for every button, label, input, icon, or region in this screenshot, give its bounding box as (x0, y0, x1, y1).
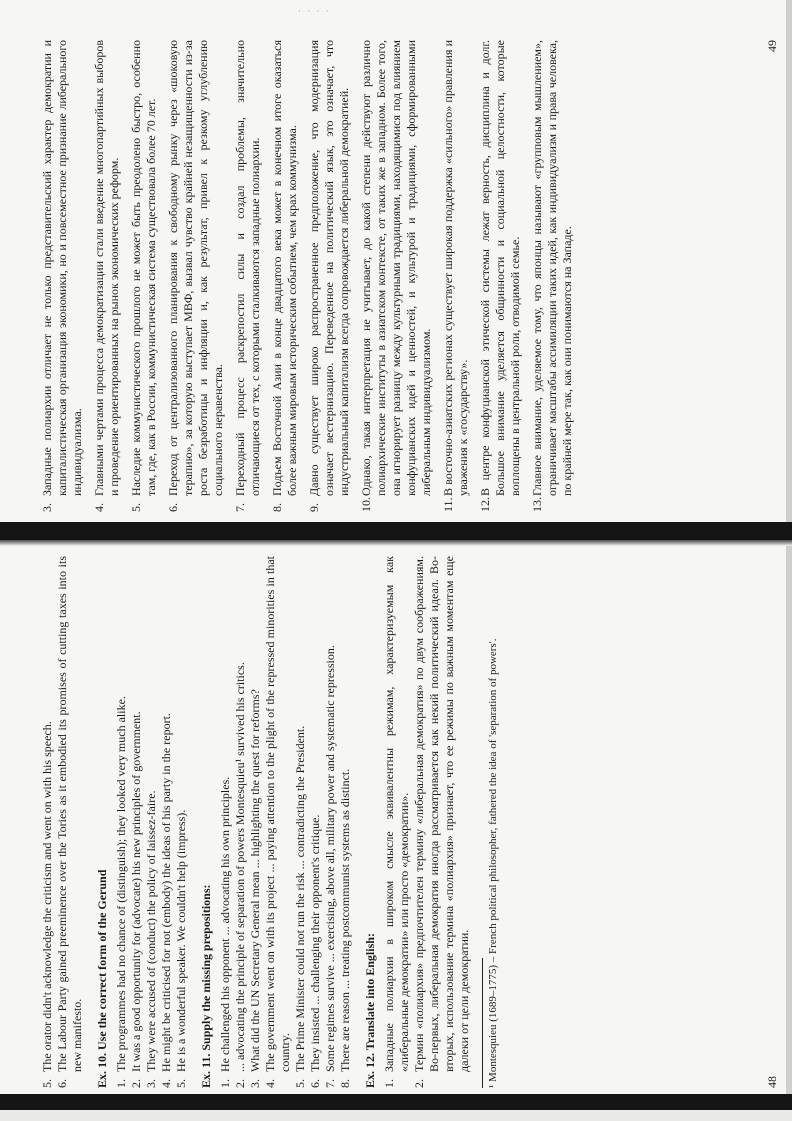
item-number: 11. (441, 497, 455, 512)
item-number: 2. (129, 1079, 143, 1088)
list-item (359, 40, 434, 512)
list-item (129, 556, 144, 1088)
ex11-label: Ex. 11. (199, 1053, 213, 1088)
translation-items-list (40, 40, 575, 512)
list-item (114, 556, 129, 1088)
item-text: He challenged his opponent ... advocating his own principles. (218, 776, 232, 1072)
item-number: 7. (323, 1079, 337, 1088)
list-item (530, 40, 575, 512)
item-number: 3. (248, 1079, 262, 1088)
item-number: 1. (382, 1079, 396, 1088)
page-number-49: 49 (765, 40, 779, 52)
item-number: 4. (92, 503, 106, 512)
bottom-page-edge (0, 1110, 792, 1121)
item-text: They insisted ... challenging their opponent's critique. (308, 814, 322, 1072)
page-49 (40, 40, 780, 512)
ex11-heading (199, 556, 214, 1088)
list-item (323, 556, 338, 1088)
list-item (233, 40, 263, 512)
item-number: 5. (129, 503, 143, 512)
item-text: Западные полиархии в широком смысле эквивалентны режимам, характеризуемым как «либеральные демократии» или просто «демократии». (382, 556, 411, 1072)
book-binding-shadow (0, 522, 792, 540)
list-item (478, 40, 523, 512)
list-item (40, 556, 55, 1088)
list-item (218, 556, 233, 1088)
list-item (55, 556, 85, 1088)
item-number: 7. (233, 503, 247, 512)
intro-items-list (40, 556, 85, 1088)
list-item (270, 40, 300, 512)
item-number: 6. (308, 1079, 322, 1088)
list-item (412, 556, 472, 1088)
ex10-items-list (114, 556, 189, 1088)
item-number: 2. (412, 1079, 426, 1088)
list-item (166, 40, 226, 512)
item-number: 1. (114, 1079, 128, 1088)
footnote-rule (482, 958, 483, 1088)
item-text: Давно существует широко распространенное предположение, что модернизация означает вестернизацию. Переведенное на политический язык, это означает, что индустриальный капитализм всегда сопровождается либеральной демократией. (307, 40, 351, 496)
ex11-title: Supply the missing prepositions: (199, 884, 213, 1051)
item-number: 3. (144, 1079, 158, 1088)
item-number: 5. (293, 1079, 307, 1088)
item-text: Термин «полиархия» предпочтителен термину «либеральная демократия» по двум соображениям. Во-первых, либеральная демократия иногда рассматривается как некий политический идеал. Во-вторых, использование термина «полиархия» признает, что ее режимы по важным моментам еще далеки от цели демократии. (412, 556, 471, 1072)
list-item (441, 40, 471, 512)
item-number: 12. (478, 497, 492, 512)
item-text: What did the UN Secretary General mean ... highlighting the quest for reforms? (248, 689, 262, 1072)
item-number: 8. (338, 1079, 352, 1088)
page-number-48: 48 (765, 1076, 779, 1088)
ex10-heading (95, 556, 110, 1088)
page-edge (786, 0, 792, 1121)
list-item (159, 556, 174, 1088)
ex12-heading (363, 556, 378, 1088)
footnote: ¹ Montesquieu (1689–1775) – French political philosopher, fathered the idea of 'separation of powers'. (487, 638, 499, 1088)
item-number: 4. (263, 1079, 277, 1088)
list-item (144, 556, 159, 1088)
item-text: There are reason ... treating postcommunist systems as distinct. (338, 768, 352, 1072)
list-item (338, 556, 353, 1088)
list-item (307, 40, 352, 512)
item-text: The orator didn't acknowledge the criticism and went on with his speech. (40, 721, 54, 1072)
item-text: The government went on with its project ... paying attention to the plight of the repressed minorities in that country. (263, 556, 292, 1072)
item-text: Переход от централизованного планирования к свободному рынку через «шоковую терапию», за которую выступает МВФ, вызвал чувство крайней незащищенности из-за роста безработицы и инфляции и, как результат, привел к резкому углублению социального неравенства. (166, 40, 225, 496)
item-number: 5. (174, 1079, 188, 1088)
item-number: 1. (218, 1079, 232, 1088)
item-number: 2. (233, 1079, 247, 1088)
list-item (174, 556, 189, 1088)
item-text: Переходный процесс раскрепостил силы и создал проблемы, значительно отличающиеся от тех, с которыми сталкиваются западные полиархии. (233, 40, 262, 496)
item-text: Однако, такая интерпретация не учитывает, до какой степени действуют различно полиархические институты в азиатском контексте, от таких же в западном. Более того, она игнорирует разницу между культурными традициями, находящимися под влиянием конфуцианских идей и ценностей, и культурой и традициями, сформированными либеральным индивидуализмом. (359, 40, 433, 496)
item-text: The Prime Minister could not run the risk ... contradicting the President. (293, 725, 307, 1072)
ex12-label: Ex. 12. (363, 1052, 377, 1088)
item-text: ... advocating the principle of separation of powers Montesquieu¹ survived his critics. (233, 662, 247, 1072)
item-number: 4. (159, 1079, 173, 1088)
item-text: Подъем Восточной Азии в конце двадцатого века может в конечном итоге оказаться более важным мировым историческим событием, чем крах коммунизма. (270, 40, 299, 496)
list-item (382, 556, 412, 1088)
scan-artifact: · · · · (298, 6, 331, 16)
item-text: They were accused of (conduct) the policy of laissez-faire. (144, 790, 158, 1072)
item-number: 3. (40, 503, 54, 512)
list-item (40, 40, 85, 512)
list-item (308, 556, 323, 1088)
item-number: 5. (40, 1079, 54, 1088)
ex10-label: Ex. 10. (95, 1052, 109, 1088)
bottom-binding-shadow (0, 1094, 792, 1110)
item-number: 13. (530, 497, 544, 512)
item-text: Западные полиархии отличает не только представительский характер демократии и капиталистическая организация экономики, но и повсеместное признание либерального индивидуализма. (40, 40, 84, 496)
ex12-title: Translate into English: (363, 933, 377, 1051)
item-text: The programmes had no chance of (distinguish); they looked very much alike. (114, 696, 128, 1072)
ex10-title: Use the correct form of the Gerund (95, 869, 109, 1050)
item-number: 10. (359, 497, 373, 512)
ex11-items-list (218, 556, 353, 1088)
binding-gradient (0, 540, 792, 546)
list-item (293, 556, 308, 1088)
item-text: He might be criticised for not (embody) the ideas of his party in the report. (159, 713, 173, 1072)
item-text: He is a wonderful speaker. We couldn't help (impress). (174, 809, 188, 1072)
item-text: Наследие коммунистического прошлого не может быть преодолено быстро, особенно там, где, как в России, коммунистическая система существовала более 70 лет. (129, 40, 158, 496)
item-number: 8. (270, 503, 284, 512)
item-text: В центре конфуцианской этической системы лежат верность, дисциплина и долг. Большое внимание уделяется общинности и социальной целостности, которые воплощены в центральной роли, отводимой семье. (478, 40, 522, 496)
item-number: 6. (166, 503, 180, 512)
list-item (129, 40, 159, 512)
ex12-items-list (382, 556, 472, 1088)
page-48 (40, 556, 780, 1088)
item-text: Some regimes survive ... exercising, above all, military power and systematic repression. (323, 645, 337, 1072)
list-item (233, 556, 248, 1088)
item-text: Главное внимание, уделяемое тому, что японцы называют «групповым мышлением», ограничивает масштабы ассимиляции таких идей, как индивидуализм и права человека, по крайней мере так, как они понимаются на Западе. (530, 40, 574, 496)
list-item (92, 40, 122, 512)
item-text: В восточно-азиатских регионах существует широкая поддержка «сильного» правления и уважения к «государству». (441, 40, 470, 496)
item-number: 6. (55, 1079, 69, 1088)
item-text: The Labour Party gained preeminence over the Tories as it embodied its promises of cutting taxes into its new manifesto. (55, 556, 84, 1072)
item-text: Главными чертами процесса демократизации стали введение многопартийных выборов и проведение ориентированных на рынок экономических реформ. (92, 40, 121, 496)
list-item (248, 556, 263, 1088)
item-text: It was a good opportunity for (advocate) his new principles of government. (129, 711, 143, 1072)
list-item (263, 556, 293, 1088)
item-number: 9. (307, 503, 321, 512)
